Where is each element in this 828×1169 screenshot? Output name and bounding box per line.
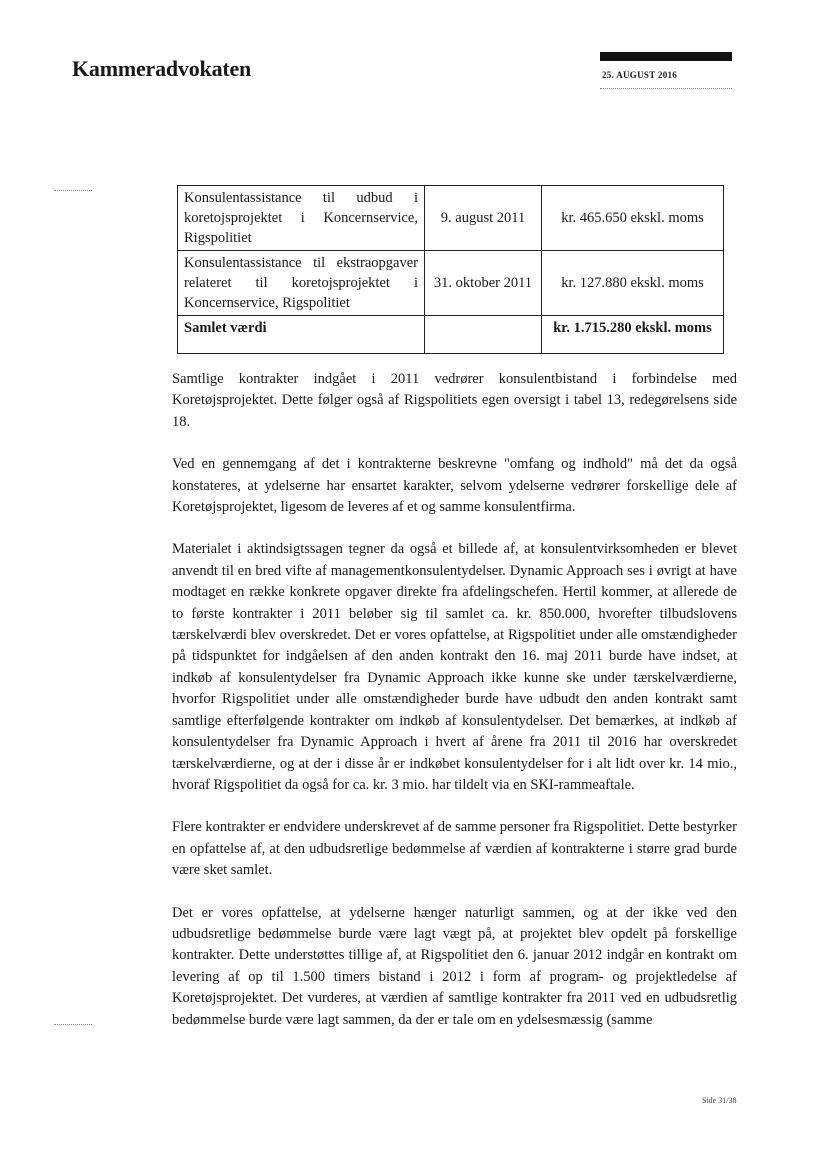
table-row [178,251,724,316]
paragraph: Ved en gennemgang af det i kontrakterne beskrevne "omfang og indhold" må det da også konstateres, at ydelserne har ensartet karakter, selvom ydelserne vedrører forskellige dele af Koretøjsprojektet, ligesom de leveres af et og samme konsulentfirma. [172,456,737,516]
header-bar [600,52,732,61]
paragraph: Samtlige kontrakter indgået i 2011 vedrører konsulentbistand i forbindelse med Koretøjsprojektet. Dette følger også af Rigspolitiets egen oversigt i tabel 13, redegørelsens side 18. [172,371,737,430]
row-description: Konsulentassistance til ekstraopgaver relateret til koretojsprojektet i Koncernservice, Rigspolitiet [178,251,425,316]
document-brand: Kammeradvokaten [72,56,252,81]
row-value: kr. 127.880 ekskl. moms [542,251,724,316]
paragraph: Flere kontrakter er endvidere underskrevet af de samme personer fra Rigspolitiet. Dette bestyrker en opfattelse af, at den udbudsretlige bedømmelse af værdien af kontrakterne i større grad burde være sket samlet. [172,819,737,879]
margin-marker-top [54,190,92,191]
document-date: 25. AUGUST 2016 [602,70,678,80]
total-value: kr. 1.715.280 ekskl. moms [542,316,724,354]
paragraph: Det er vores opfattelse, at ydelserne hænger naturligt sammen, og at der ikke ved den udbudsretlige bedømmelse burde være lagt vægt på, at projektet blev opdelt på forskellige kontrakter. Dette understøttes tillige af, at Rigspolitiet den 6. januar 2012 indgår en kontrakt om levering af op til 1.500 timers bistand i 2012 i form af program- og projektledelse af Koretøjsprojektet. Det vurderes, at værdien af samtlige kontrakter fra 2011 ved en udbudsretlig bedømmelse burde være lagt sammen, da der er tale om en ydelsesmæssig (samme [172,904,737,1028]
row-value: kr. 465.650 ekskl. moms [542,186,724,251]
row-date: 9. august 2011 [425,186,542,251]
body-text [172,369,737,1052]
row-description: Konsulentassistance til udbud i koretojsprojektet i Koncernservice, Rigspolitiet [178,186,425,251]
table-row [178,186,724,251]
date-divider [600,88,732,89]
total-date [425,316,542,354]
row-date: 31. oktober 2011 [425,251,542,316]
table-total-row [178,316,724,354]
page-number: Side 31/38 [702,1096,737,1105]
total-label: Samlet værdi [178,316,425,354]
contracts-table [177,185,724,354]
paragraph: Materialet i aktindsigtssagen tegner da også et billede af, at konsulentvirksomheden er blevet anvendt til en bred vifte af managementkonsulentydelser. Dynamic Approach ses i øvrigt at have modtaget en række konkrete opgaver direkte fra afdelingschefen. Hertil kommer, at allerede de to første kontrakter i 2011 beløber sig til samlet ca. kr. 850.000, hvorefter tilbudslovens tærskelværdi blev overskredet. Det er vores opfattelse, at Rigspolitiet under alle omstændigheder på tidspunktet for indgåelsen af den anden kontrakt den 16. maj 2011 burde have indset, at indkøb af konsulentydelser fra Dynamic Approach ikke kunne ske under tærskelværdierne, hvorfor Rigspolitiet under alle omstændigheder burde have udbudt den anden kontrakt samt samtlige efterfølgende kontrakter om indkøb af konsulentydelser. Det bemærkes, at indkøb af konsulentydelser fra Dynamic Approach i hvert af årene fra 2011 til 2016 har overskredet tærskelværdierne, og at der i disse år er indkøbet konsulentydelser for i alt lidt over kr. 14 mio., hvoraf Rigspolitiet da også for ca. kr. 3 mio. har tildelt via en SKI-rammeaftale. [172,541,737,793]
margin-marker-bottom [54,1024,92,1025]
